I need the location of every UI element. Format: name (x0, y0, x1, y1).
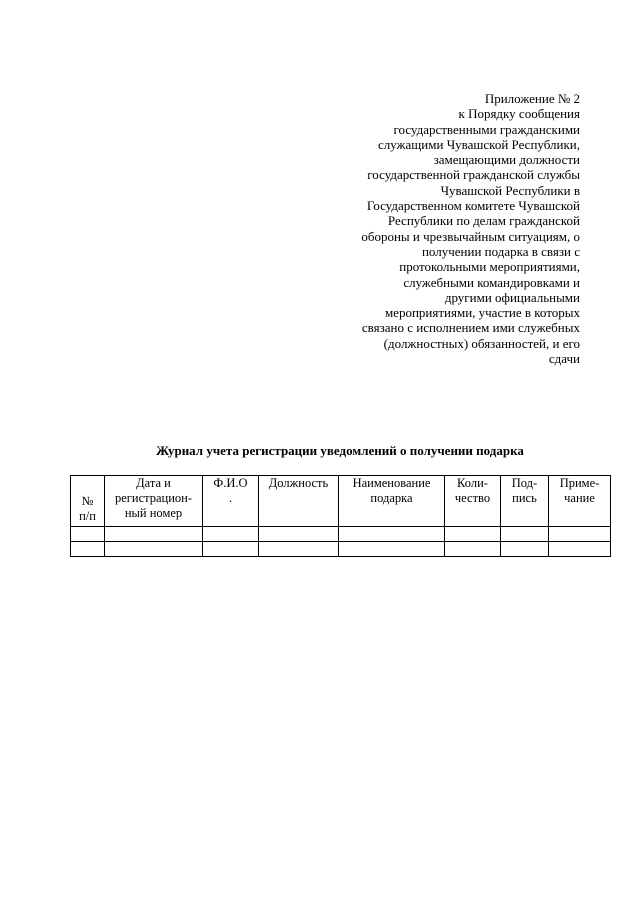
table-cell[interactable] (259, 542, 339, 557)
table-cell[interactable] (501, 527, 549, 542)
column-header-line: Коли- (457, 476, 488, 490)
table-cell[interactable] (445, 542, 501, 557)
column-header-quantity (445, 476, 501, 527)
column-header-line: регистрацион- (114, 491, 193, 505)
column-header-line: чество (454, 491, 491, 505)
table-cell[interactable] (339, 542, 445, 557)
column-header-fio (203, 476, 259, 527)
appendix-line: к Порядку сообщения (458, 106, 580, 122)
table-cell[interactable] (549, 527, 611, 542)
table-cell[interactable] (203, 527, 259, 542)
column-header-date (105, 476, 203, 527)
column-header-line: Должность (268, 476, 329, 490)
column-header-line: . (228, 491, 233, 505)
appendix-line: получении подарка в связи с (421, 243, 580, 259)
table-cell[interactable] (501, 542, 549, 557)
appendix-line: обороны и чрезвычайным ситуациям, о (361, 228, 580, 244)
appendix-line: мероприятиями, участие в которых (384, 305, 580, 321)
appendix-heading (320, 91, 580, 366)
table-cell[interactable] (339, 527, 445, 542)
table-cell[interactable] (203, 542, 259, 557)
column-header-line: п/п (79, 509, 96, 523)
column-header-line: Под- (511, 476, 538, 490)
appendix-line: Республики по делам гражданской (387, 213, 580, 229)
column-header-line: № (81, 494, 94, 508)
column-header-signature (501, 476, 549, 527)
table-header-row (71, 476, 611, 527)
appendix-line: служащими Чувашской Республики, (377, 136, 580, 152)
column-header-line: подарка (370, 491, 413, 505)
column-header-line: ный номер (124, 506, 183, 520)
appendix-line: протокольными мероприятиями, (399, 259, 580, 275)
appendix-line: Приложение № 2 (484, 91, 580, 106)
table-cell[interactable] (105, 542, 203, 557)
table-cell[interactable] (105, 527, 203, 542)
journal-table (70, 475, 611, 557)
column-header-line: Приме- (559, 476, 600, 490)
column-header-gift-name (339, 476, 445, 527)
table-cell[interactable] (71, 542, 105, 557)
appendix-line: государственными гражданскими (393, 121, 580, 137)
appendix-line: служебными командировками и (403, 274, 580, 290)
table-cell[interactable] (549, 542, 611, 557)
column-header-note (549, 476, 611, 527)
appendix-line: сдачи (548, 351, 580, 367)
appendix-line: другими официальными (444, 289, 580, 305)
table-row (71, 542, 611, 557)
appendix-line: государственной гражданской службы (367, 167, 580, 183)
column-header-line: Ф.И.О (213, 476, 248, 490)
appendix-line: Государственном комитете Чувашской (366, 198, 580, 214)
table-row (71, 527, 611, 542)
table-cell[interactable] (71, 527, 105, 542)
appendix-line: связано с исполнением ими служебных (361, 320, 580, 336)
appendix-line: замещающими должности (433, 152, 580, 168)
column-header-number (71, 476, 105, 527)
column-header-line: Наименование (352, 476, 431, 490)
journal-title: Журнал учета регистрации уведомлений о получении подарка (156, 443, 524, 458)
appendix-line: Чувашской Республики в (440, 182, 580, 198)
table-cell[interactable] (445, 527, 501, 542)
table-cell[interactable] (259, 527, 339, 542)
column-header-position (259, 476, 339, 527)
column-header-line: чание (564, 491, 595, 505)
column-header-line: пись (512, 491, 537, 505)
appendix-line: (должностных) обязанностей, и его (383, 335, 580, 351)
column-header-line: Дата и (136, 476, 171, 490)
